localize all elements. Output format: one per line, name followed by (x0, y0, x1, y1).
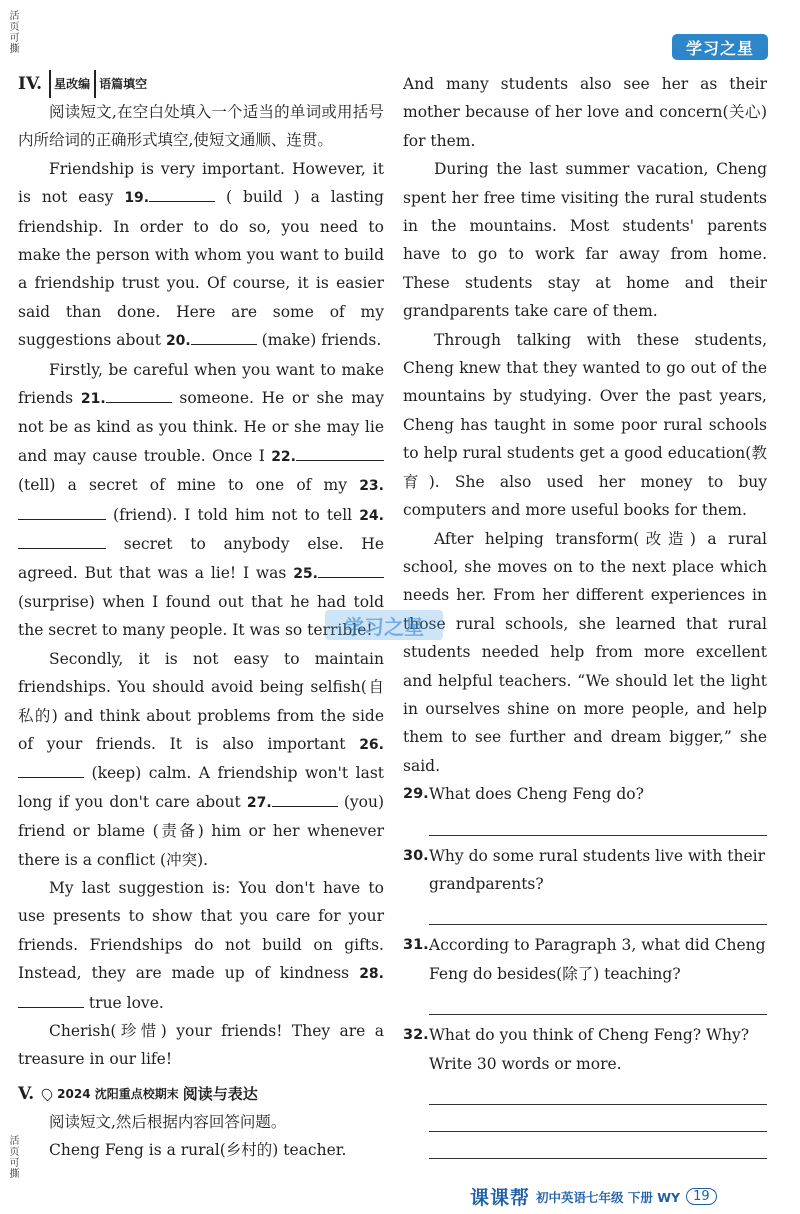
answer-line[interactable] (429, 1132, 767, 1159)
watermark: 学习之星 (325, 610, 443, 640)
blank-23[interactable] (18, 505, 106, 520)
page-footer (470, 1183, 717, 1210)
section-4-header (18, 70, 384, 98)
blank-26[interactable] (18, 763, 84, 778)
tearable-page-tab-bottom: 活页可撕 (7, 1135, 18, 1179)
blank-22[interactable] (296, 446, 384, 461)
right-column (403, 70, 767, 1159)
passage-paragraph: Cherish(珍惜) your friends! They are a treasure in our life! (18, 1022, 384, 1069)
answer-line[interactable] (429, 809, 767, 836)
section-4-number: IV. (18, 74, 43, 94)
passage-paragraph: During the last summer vacation, Cheng spent her free time visiting the rural students in the mountains. Most students' parents have to go to work far away from home. These students stay at home and their grandparents take care of them. (403, 160, 767, 321)
answer-line[interactable] (429, 898, 767, 925)
section-5-header (18, 1080, 384, 1108)
section-5-instruction: 阅读短文,然后根据内容回答问题。 (49, 1112, 287, 1131)
section-4-source-tag: 星改编 (49, 70, 90, 98)
section-5-source-tag: 2024 沈阳重点校期末 (57, 1086, 179, 1101)
blank-19[interactable] (149, 187, 215, 202)
section-5-title: 阅读与表达 (182, 1084, 258, 1103)
blank-27[interactable] (272, 792, 338, 807)
question: 32. What do you think of Cheng Feng? Why? Write 30 words or more. (403, 1026, 750, 1073)
blank-25[interactable] (318, 563, 384, 578)
passage-paragraph: Through talking with these students, Cheng knew that they wanted to go out of the mountains by studying. Over the past years, Cheng has taught in some poor rural schools to help rural students get a good education(教育). She also used her money to buy computers and more useful books for them. (403, 330, 767, 520)
footer-brand: 课课帮 (470, 1187, 531, 1209)
answer-line[interactable] (429, 1105, 767, 1132)
passage-paragraph: Firstly, be careful when you want to make friends 21. someone. He or she may not be as kind as you think. He or she may lie and may cause trouble. Once I 22. (tell) a secret of mine to one of my 23. (friend). I told him not to tell 24. secret to anybody else. He agreed. But that was a lie! I was 25. (surprise) when I found out that he had told the secret to many people. It was so terrible! (18, 360, 384, 640)
blank-24[interactable] (18, 534, 106, 549)
passage-paragraph: Friendship is very important. However, it is not easy 19. ( build ) a lasting friendship. In order to do so, you need to make the person with whom you want to build a friendship trust you. Of course, it is easier said than done. Here are some of my suggestions about 20. (make) friends. (18, 159, 384, 350)
location-pin-icon (40, 1086, 55, 1101)
page-number: 19 (686, 1188, 717, 1205)
section-5-number: V. (18, 1083, 35, 1104)
passage-paragraph: Cheng Feng is a rural(乡村的) teacher. (49, 1141, 347, 1160)
blank-20[interactable] (191, 330, 257, 345)
answer-line[interactable] (429, 988, 767, 1015)
blank-21[interactable] (106, 388, 172, 403)
passage-paragraph: And many students also see her as their mother because of her love and concern(关心) for them. (403, 75, 767, 150)
section-4-title: 语篇填空 (94, 70, 147, 98)
passage-paragraph: My last suggestion is: You don't have to use presents to show that you care for your friends. Friendships do not build on gifts. Instead, they are made up of kindness 28. true love. (18, 878, 384, 1012)
passage-paragraph: After helping transform(改造) a rural school, she moves on to the next place which needs her. From her different experiences in those rural schools, she learned that rural students needed help from more excellent and helpful teachers. “We should let the light in ourselves shine on more people, and help them to see further and dream bigger,” she said. (403, 529, 767, 775)
tearable-page-tab: 活页可撕 (7, 10, 18, 54)
footer-book-title: 初中英语七年级 下册 WY (536, 1189, 681, 1205)
question: 29. What does Cheng Feng do? (403, 785, 644, 804)
section-4-instruction: 阅读短文,在空白处填入一个适当的单词或用括号内所给词的正确形式填空,使短文通顺、连贯。 (18, 103, 384, 150)
passage-paragraph: Secondly, it is not easy to maintain friendships. You should avoid being selfish(自私的) and think about problems from the side of your friends. It is also important 26. (keep) calm. A friendship won't last long if you don't care about 27. (you) friend or blame (责备) him or her whenever there is a conflict (冲突). (18, 649, 384, 869)
question: 31. According to Paragraph 3, what did Cheng Feng do besides(除了) teaching? (403, 936, 766, 983)
blank-28[interactable] (18, 993, 84, 1008)
brand-logo: 学习之星 (672, 34, 768, 60)
answer-line[interactable] (429, 1078, 767, 1105)
question: 30. Why do some rural students live with their grandparents? (403, 846, 766, 893)
